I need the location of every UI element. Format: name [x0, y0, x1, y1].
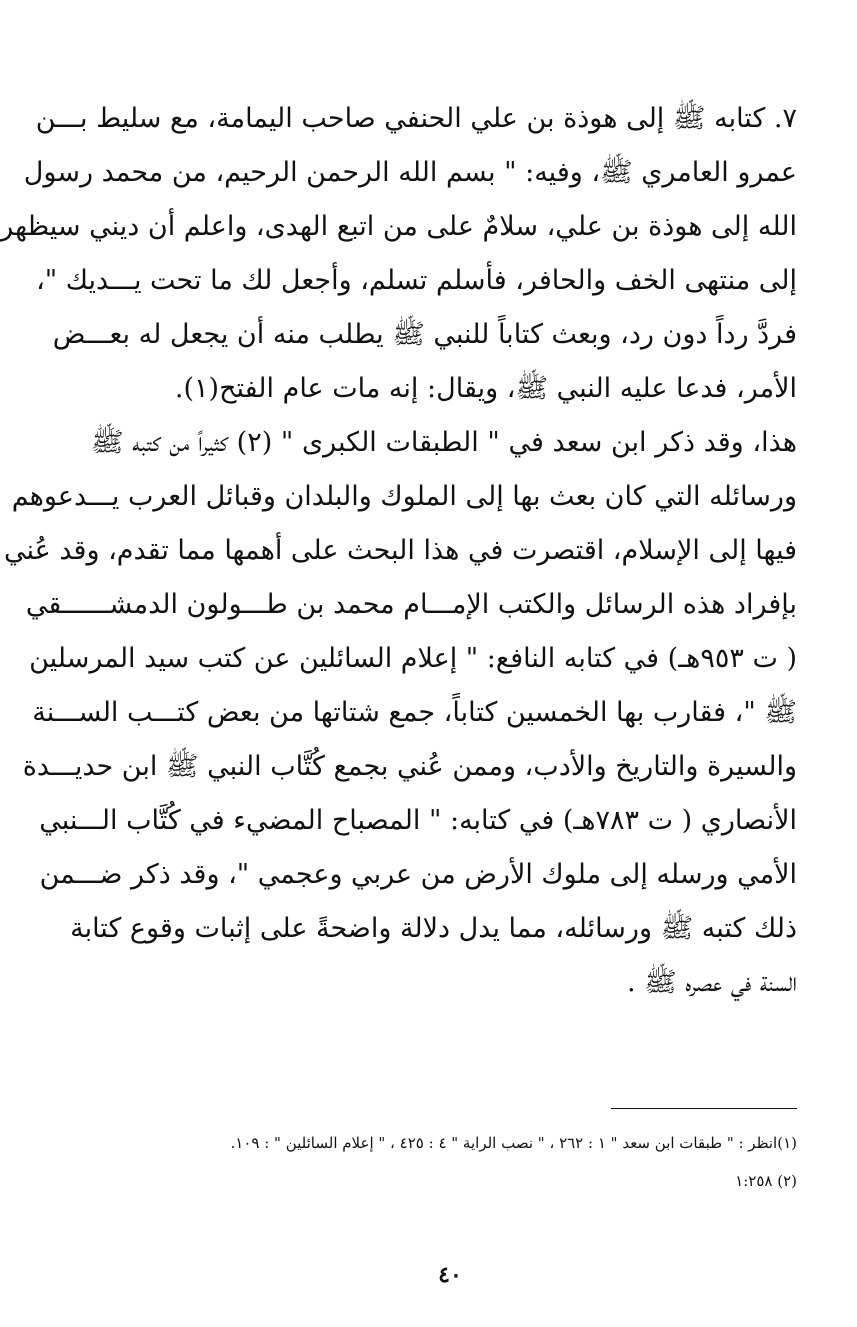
text-line: الأمي ورسله إلى ملوك الأرض من عربي وعجمي "، وقد ذكر ضـــمن: [39, 859, 797, 890]
text-line: عمرو العامري ﷺ، وفيه: " بسم الله الرحمن الرحيم، من محمد رسول: [23, 157, 797, 188]
text-line: ٧. كتابه ﷺ إلى هوذة بن علي الحنفي صاحب اليمامة، مع سليط بـــن: [35, 103, 797, 134]
text-line: ( ت ٩٥٣هـ) في كتابه النافع: " إعلام السائلين عن كتب سيد المرسلين: [29, 643, 797, 674]
text-line: والسيرة والتاريخ والأدب، وممن عُني بجمع كُتَّاب النبي ﷺ ابن حديـــدة: [22, 751, 797, 782]
text-line: الأنصاري ( ت ٧٨٣هـ) في كتابه: " المصباح المضيء في كُتَّاب الـــنبي: [39, 805, 797, 836]
main-text: [0, 92, 797, 1010]
text-line: الله إلى هوذة بن علي، سلامٌ على من اتبع الهدى، واعلم أن ديني سيظهر: [0, 211, 797, 242]
text-line: ذلك كتبه ﷺ ورسائله، مما يدل دلالة واضحةً على إثبات وقوع كتابة: [70, 913, 797, 944]
page-number: ٤٠: [438, 1262, 462, 1288]
paragraph-last-line: السنة في عصره ﷺ .: [627, 967, 797, 998]
footnote-separator: [611, 1108, 797, 1109]
text-line: ورسائله التي كان بعث بها إلى الملوك والبلدان وقبائل العرب يـــدعوهم: [11, 481, 797, 512]
text-line: ﷺ "، فقارب بها الخمسين كتاباً، جمع شتاتها من بعض كتـــب الســـنة: [32, 697, 797, 728]
text-line: فيها إلى الإسلام، اقتصرت في هذا البحث على أهمها مما تقدم، وقد عُني: [4, 535, 797, 566]
footnote-1: (١)انظر : " طبقات ابن سعد " ١ : ٢٦٢ ، " نصب الراية " ٤ : ٤٢٥ ، " إعلام السائلين " : ١٠٩.: [230, 1134, 797, 1152]
text-line: فردَّ رداً دون رد، وبعث كتاباً للنبي ﷺ يطلب منه أن يجعل له بعـــض: [52, 319, 797, 350]
footnotes: [103, 1124, 797, 1200]
text-line: هذا، وقد ذكر ابن سعد في " الطبقات الكبرى " (٢) كثيراً من كتبه ﷺ: [91, 427, 797, 458]
footnote-2: (٢) ١:٢٥٨: [735, 1172, 797, 1190]
paragraph-last-line: الأمر، فدعا عليه النبي ﷺ، ويقال: إنه مات عام الفتح(١).: [174, 373, 797, 404]
text-line: بإفراد هذه الرسائل والكتب الإمـــام محمد بن طـــولون الدمشــــــقي: [25, 589, 797, 620]
text-line: إلى منتهى الخف والحافر، فأسلم تسلم، وأجعل لك ما تحت يـــديك "،: [36, 265, 797, 296]
